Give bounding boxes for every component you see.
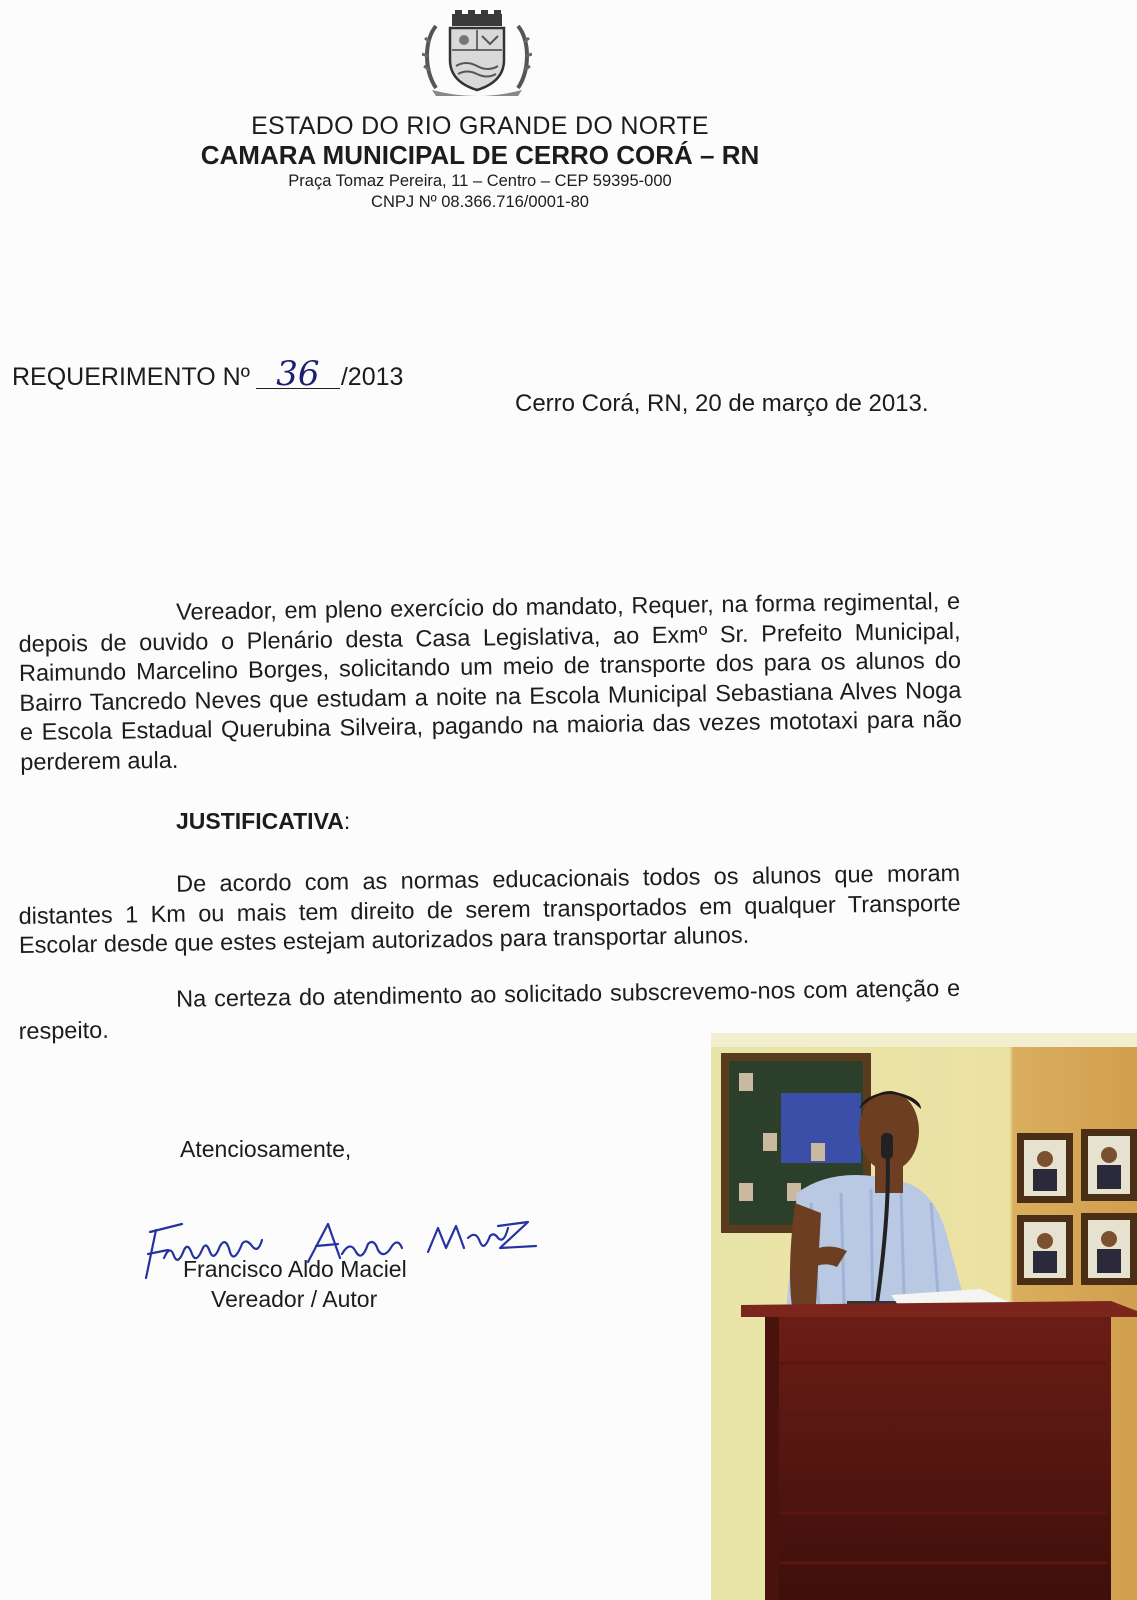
date-line: Cerro Corá, RN, 20 de março de 2013. — [515, 390, 929, 417]
justification-paragraph — [18, 859, 961, 961]
councillor-photo — [711, 1033, 1137, 1600]
request-year: /2013 — [340, 363, 404, 391]
request-paragraph-text: Vereador, em pleno exercício do mandato, Requer, na forma regimental, e depois de ouvido o Plenário desta Casa Legislativa, ao Exmº Sr. Prefeito Municipal, Raimundo Marcelino Borges, solicitando um meio de transporte dos para os alunos do Bairro Tancredo Neves que estudam a noite na Escola Municipal Sebastiana Alves Noga e Escola Estadual Querubina Silveira, pagando na maioria das vezes mototaxi para não perderem aula. — [18, 587, 962, 775]
closing-paragraph-text: Na certeza do atendimento ao solicitado subscrevemo-nos com atenção e respeito. — [18, 974, 961, 1044]
request-paragraph — [18, 587, 962, 777]
signer-name: Francisco Aldo Maciel — [183, 1256, 407, 1282]
coat-of-arms-crest — [422, 10, 532, 96]
justification-colon: : — [343, 808, 351, 834]
justification-paragraph-text: De acordo com as normas educacionais todos os alunos que moram distantes 1 Km ou mais tem direito de serem transportados em qualquer Transporte Escolar desde que estes estejam autorizados para transportar alunos. — [18, 859, 961, 958]
cnpj: CNPJ Nº 08.366.716/0001-80 — [371, 193, 589, 211]
handwritten-request-number: 36 — [256, 360, 340, 389]
salutation: Atenciosamente, — [180, 1136, 352, 1162]
signer-role: Vereador / Autor — [211, 1286, 378, 1312]
state-name: ESTADO DO RIO GRANDE DO NORTE — [251, 112, 709, 140]
justification-heading-text: JUSTIFICATIVA — [176, 808, 344, 834]
address: Praça Tomaz Pereira, 11 – Centro – CEP 59395-000 — [288, 172, 672, 190]
chamber-name: CAMARA MUNICIPAL DE CERRO CORÁ – RN — [200, 140, 760, 170]
request-label: REQUERIMENTO Nº — [12, 363, 250, 391]
request-number-line — [12, 354, 404, 394]
justification-heading — [176, 808, 350, 835]
